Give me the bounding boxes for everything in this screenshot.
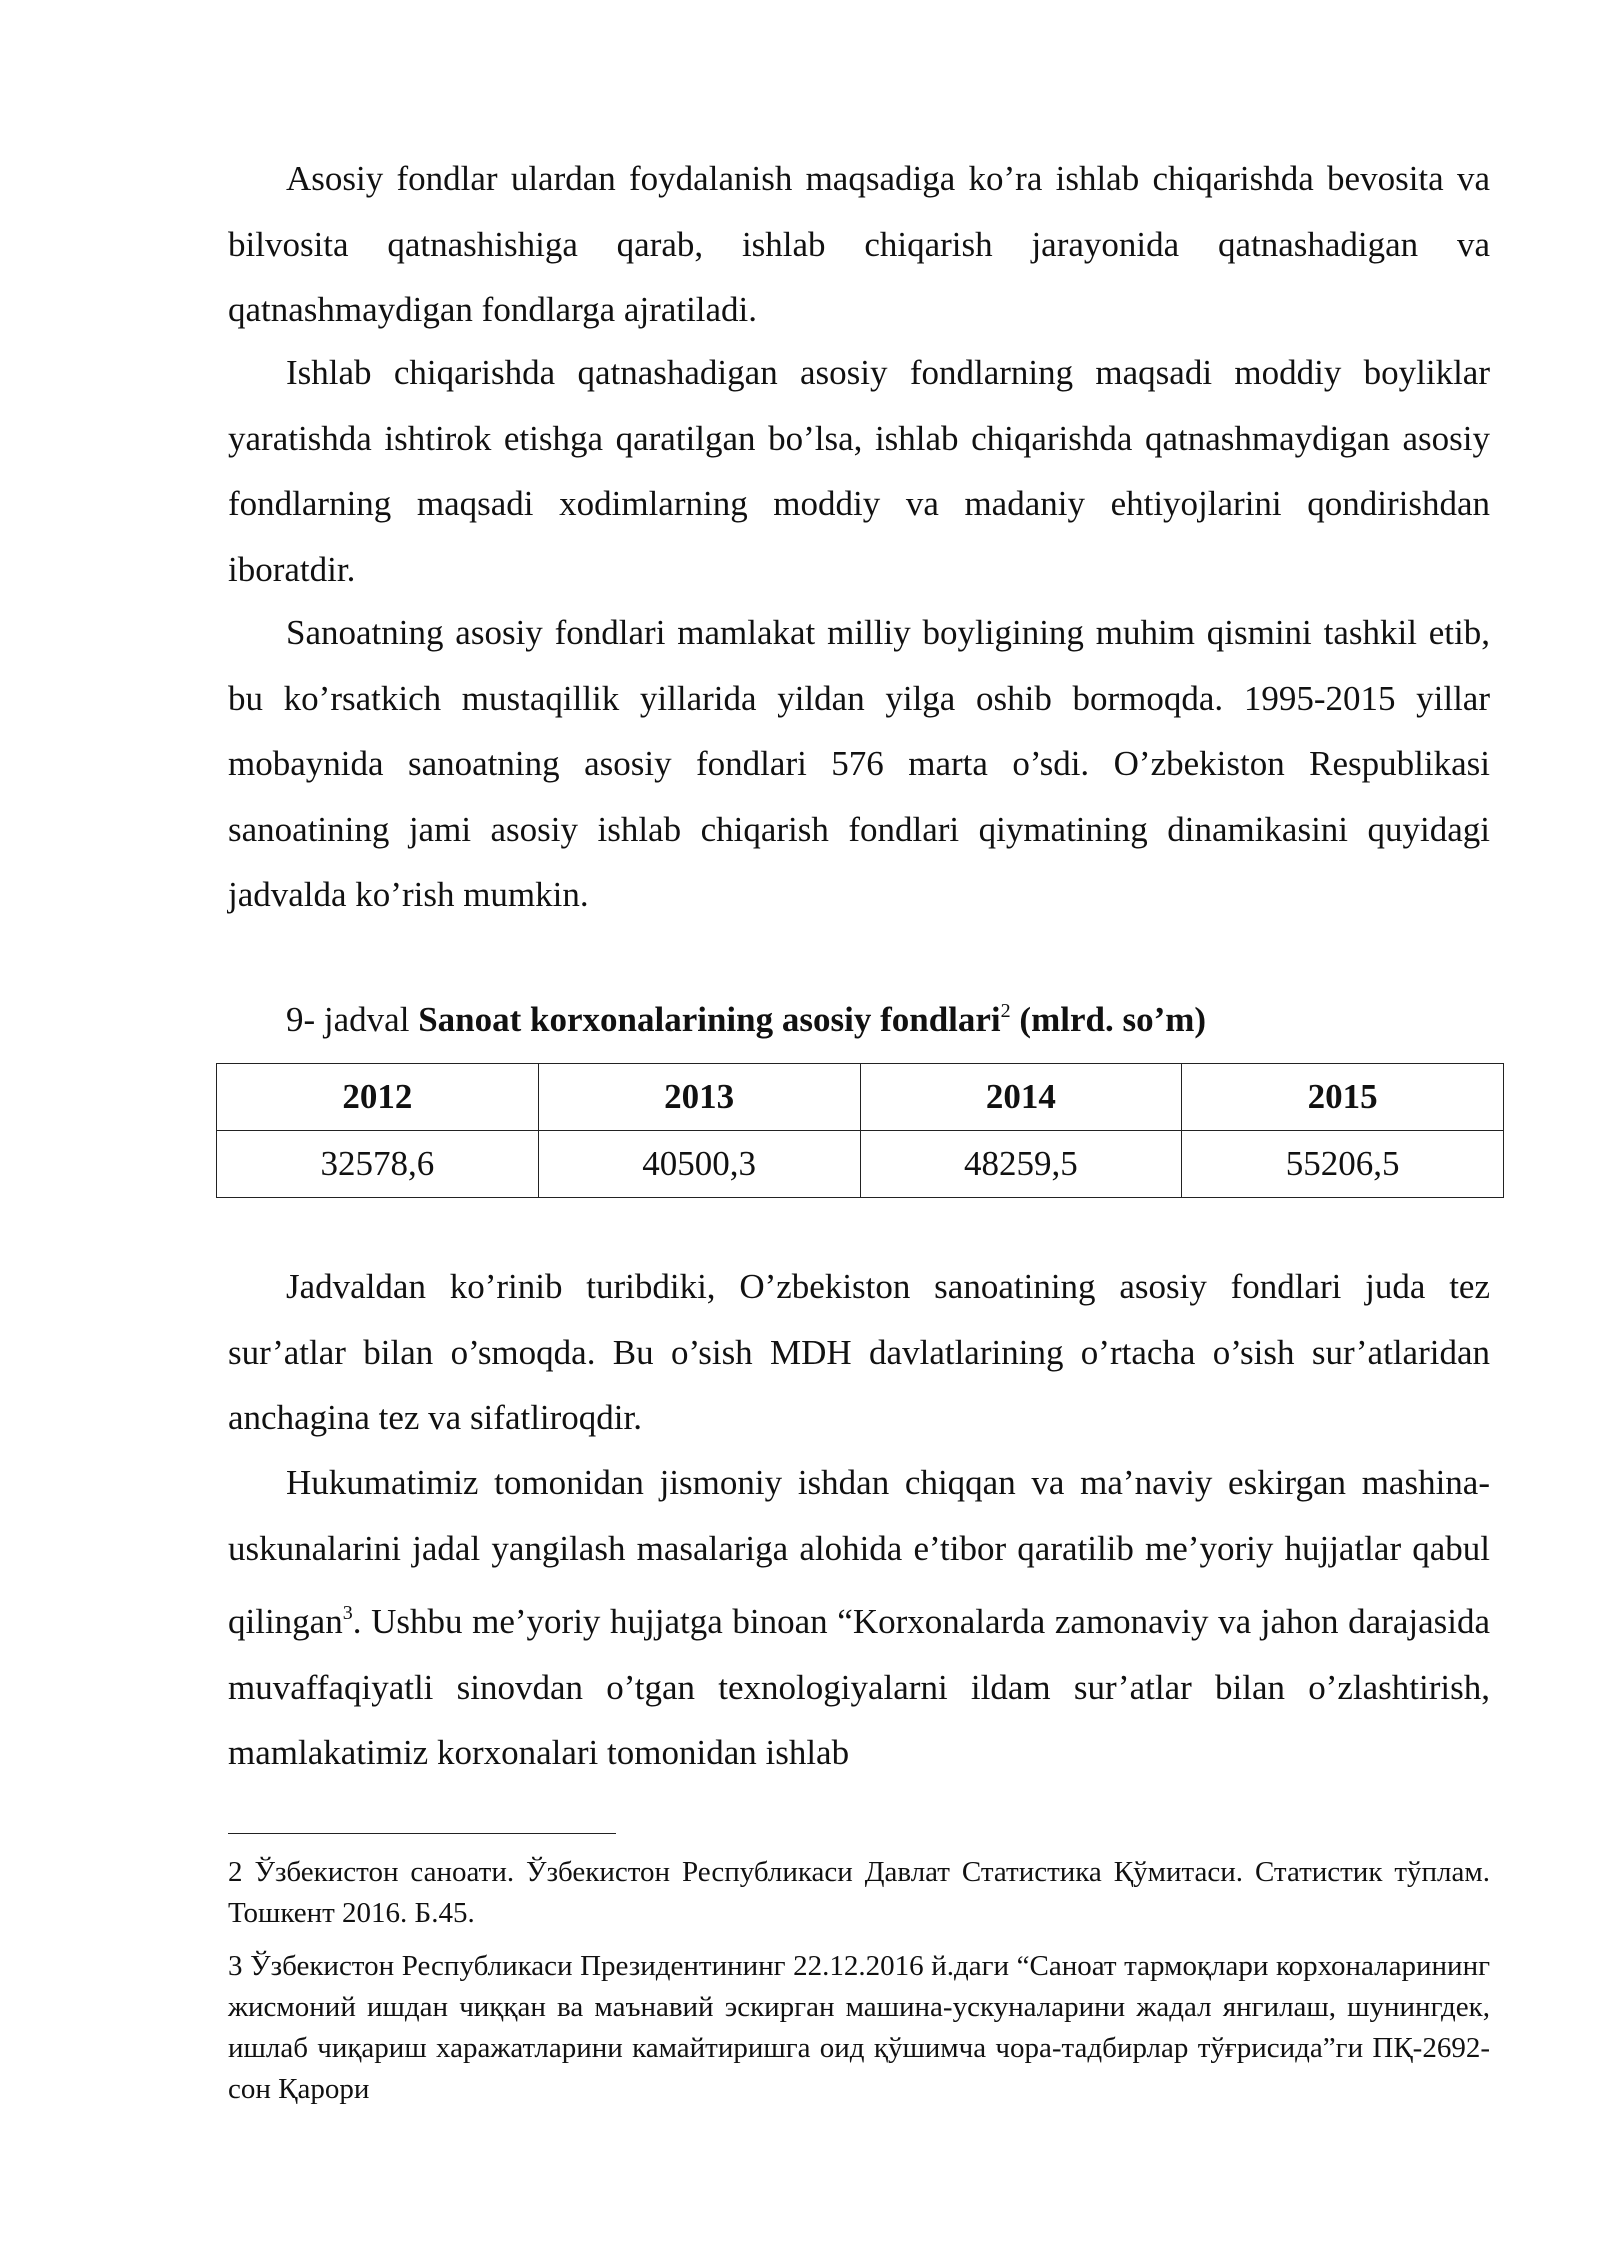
table-caption-title: Sanoat korxonalarining asosiy fondlari: [418, 1000, 1001, 1039]
paragraph-3: Sanoatning asosiy fondlari mamlakat milliy boyligining muhim qismini tashkil etib, bu ko’rsatkich mustaqillik yillarida yildan yilga oshib bormoqda. 1995-2015 yillar mobaynida sanoatning asosiy fondlari 576 marta o’sdi. O’zbekiston Respublikasi sanoatining jami asosiy ishlab chiqarish fondlari qiymatining dinamikasini quyidagi jadvalda ko’rish mumkin.: [228, 613, 1490, 914]
table-cell: 48259,5: [860, 1131, 1182, 1198]
table-caption: [286, 986, 1206, 1045]
footnote-ref-2: 2: [1000, 1000, 1011, 1022]
table-cell: 32578,6: [217, 1131, 539, 1198]
table-header-cell: 2014: [860, 1064, 1182, 1131]
footnote-divider: [228, 1833, 616, 1834]
paragraph-2: Ishlab chiqarishda qatnashadigan asosiy fondlarning maqsadi moddiy boyliklar yaratishda ishtirok etishga qaratilgan bo’lsa, ishlab chiqarishda qatnashmaydigan asosiy fondlarning maqsadi xodimlarning moddiy va madaniy ehtiyojlarini qondirishdan iboratdir.: [228, 353, 1490, 589]
footnote-2: 2 Ўзбекистон саноати. Ўзбекистон Республикаси Давлат Статистика Қўмитаси. Статистик тўплам. Тошкент 2016. Б.45.: [228, 1856, 1490, 1929]
table-row: [217, 1131, 1504, 1198]
table-header-cell: 2015: [1182, 1064, 1504, 1131]
table-caption-unit: (mlrd. so’m): [1010, 1000, 1207, 1039]
paragraph-1: Asosiy fondlar ulardan foydalanish maqsadiga ko’ra ishlab chiqarishda bevosita va bilvosita qatnashishiga qarab, ishlab chiqarish jarayonida qatnashadigan va qatnashmaydigan fondlarga ajratiladi.: [228, 159, 1490, 329]
paragraph-4: Jadvaldan ko’rinib turibdiki, O’zbekiston sanoatining asosiy fondlari juda tez sur’atlar bilan o’smoqda. Bu o’sish MDH davlatlarining o’rtacha o’sish sur’atlaridan anchagina tez va sifatliroqdir.: [228, 1267, 1490, 1437]
table-header-row: [217, 1064, 1504, 1131]
footnote-3: 3 Ўзбекистон Республикаси Президентининг 22.12.2016 й.даги “Саноат тармоқлари корхоналарининг жисмоний ишдан чиққан ва маънавий эскирган машина-ускуналарини жадал янгилаш, шунингдек, ишлаб чиқариш харажатларини камайтиришга оид қўшимча чора-тадбирлар тўғрисида”ги ПҚ-2692-сон Қарори: [228, 1950, 1490, 2105]
table-header-cell: 2012: [217, 1064, 539, 1131]
table-caption-prefix: 9- jadval: [286, 1000, 419, 1039]
table-header-cell: 2013: [538, 1064, 860, 1131]
paragraph-5-text-a: Hukumatimiz tomonidan jismoniy ishdan chiqqan va ma’naviy eskirgan mashina-uskunalarini jadal yangilash masalariga alohida e’tibor qaratilib me’yoriy hujjatlar qabul qilingan: [228, 1463, 1490, 1641]
paragraph-5: [228, 1450, 1490, 1786]
fixed-assets-table: [216, 1063, 1504, 1198]
table-cell: 55206,5: [1182, 1131, 1504, 1198]
table-cell: 40500,3: [538, 1131, 860, 1198]
footnote-ref-3: 3: [342, 1602, 353, 1624]
paragraph-5-text-b: . Ushbu me’yoriy hujjatga binoan “Korxonalarda zamonaviy va jahon darajasida muvaffaqiyatli sinovdan o’tgan texnologiyalarni ildam sur’atlar bilan o’zlashtirish, mamlakatimiz korxonalari tomonidan ishlab: [228, 1602, 1490, 1772]
